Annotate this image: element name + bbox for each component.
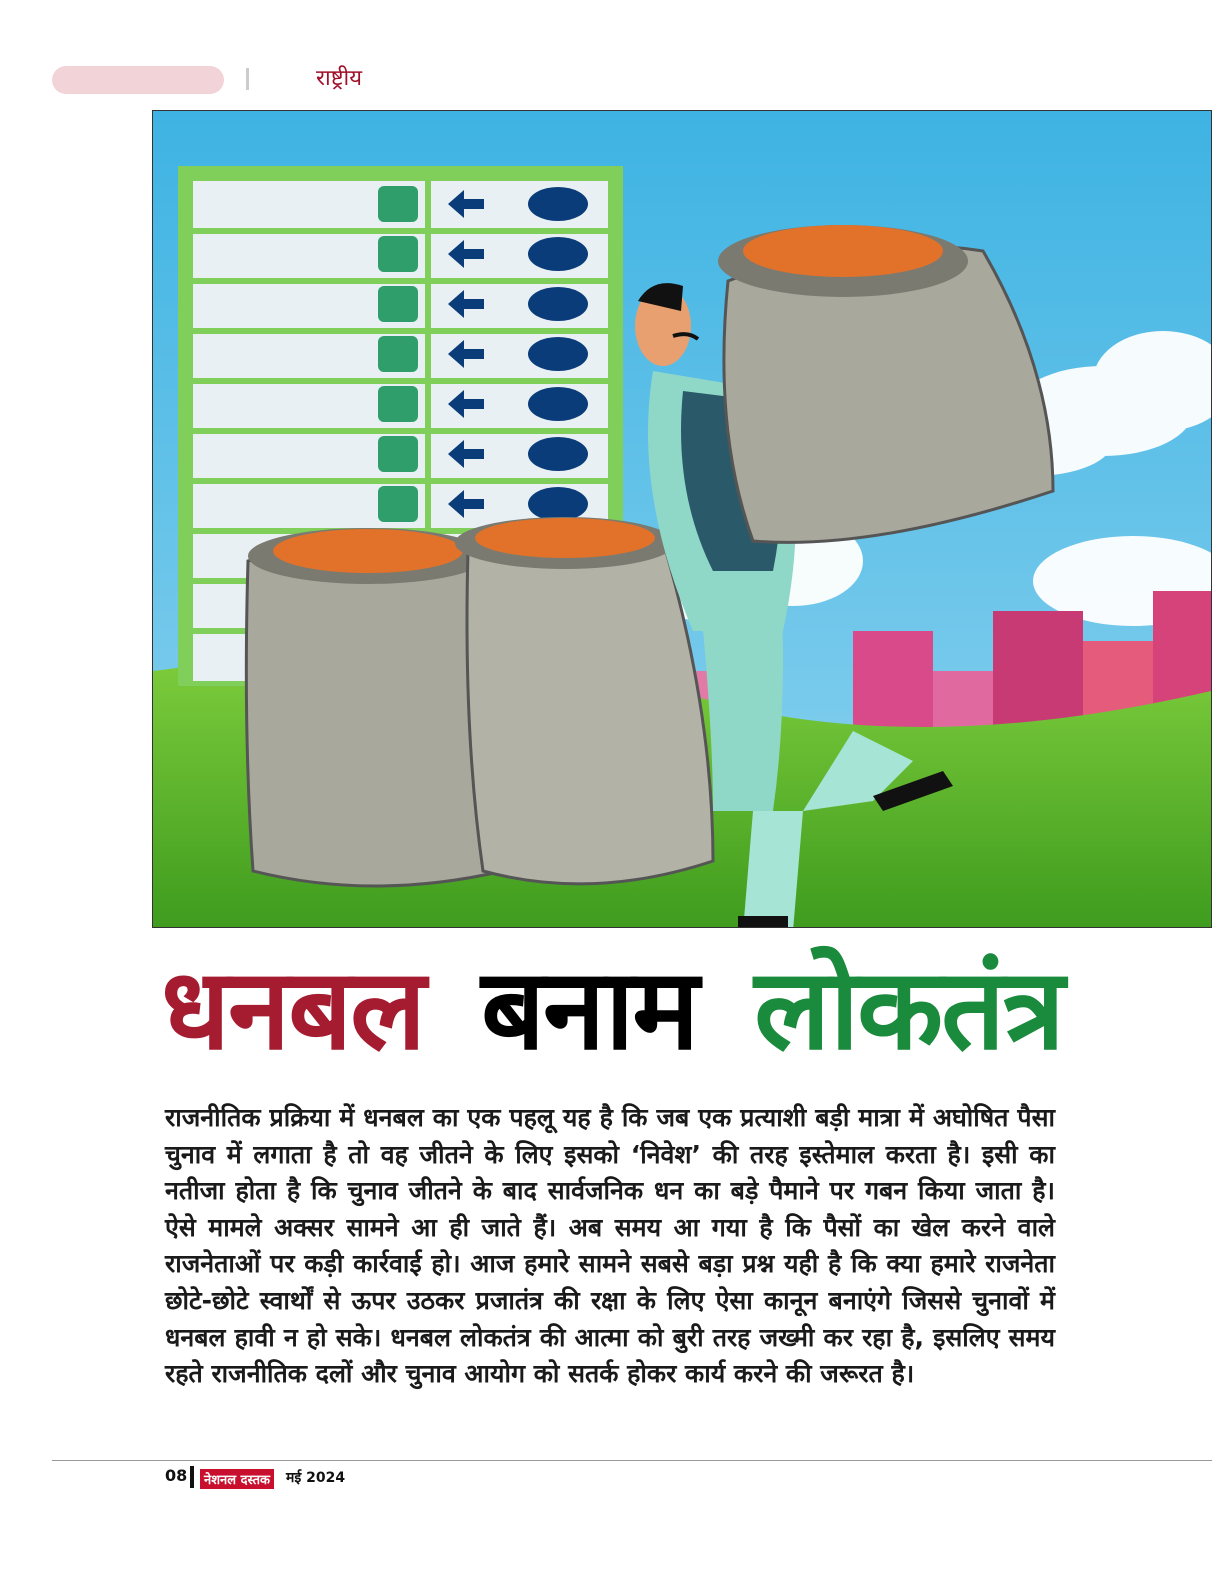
issue-date: मई 2024 — [286, 1470, 346, 1486]
headline-word-1: धनबल — [161, 945, 425, 1075]
header-separator — [246, 68, 249, 90]
hero-illustration — [152, 110, 1212, 928]
hero-illustration-svg — [153, 111, 1211, 927]
headline-word-3: लोकतंत्र — [754, 945, 1063, 1075]
top-pill-decoration — [52, 66, 224, 94]
footer-divider — [52, 1460, 1212, 1461]
page-number: 08 — [165, 1466, 188, 1485]
section-label: राष्ट्रीय — [316, 66, 363, 91]
article-body: राजनीतिक प्रक्रिया में धनबल का एक पहलू यह है कि जब एक प्रत्याशी बड़ी मात्रा में अघोषित पैसा चुनाव में लगाता है तो वह जीतने के लिए इसको ‘निवेश’ की तरह इस्तेमाल करता है। इसी का नतीजा होता है कि चुनाव जीतने के बाद सार्वजनिक धन का बड़े पैमाने पर गबन किया जाता है। ऐसे मामले अक्सर सामने आ ही जाते हैं। अब समय आ गया है कि पैसों का खेल करने वाले राजनेताओं पर कड़ी कार्रवाई हो। आज हमारे सामने सबसे बड़ा प्रश्न यही है कि क्या हमारे राजनेता छोटे-छोटे स्वार्थों से ऊपर उठकर प्रजातंत्र की रक्षा के लिए ऐसा कानून बनाएंगे जिससे चुनावों में धनबल हावी न हो सके। धनबल लोकतंत्र की आत्मा को बुरी तरह जख्मी कर रहा है, इसलिए समय रहते राजनीतिक दलों और चुनाव आयोग को सतर्क होकर कार्य करने की जरूरत है। — [165, 1103, 1055, 1389]
publication-logo: नेशनल दस्तक — [200, 1469, 274, 1489]
footer-separator — [190, 1466, 194, 1488]
headline — [0, 940, 1224, 1080]
headline-word-2: बनाम — [481, 945, 698, 1075]
